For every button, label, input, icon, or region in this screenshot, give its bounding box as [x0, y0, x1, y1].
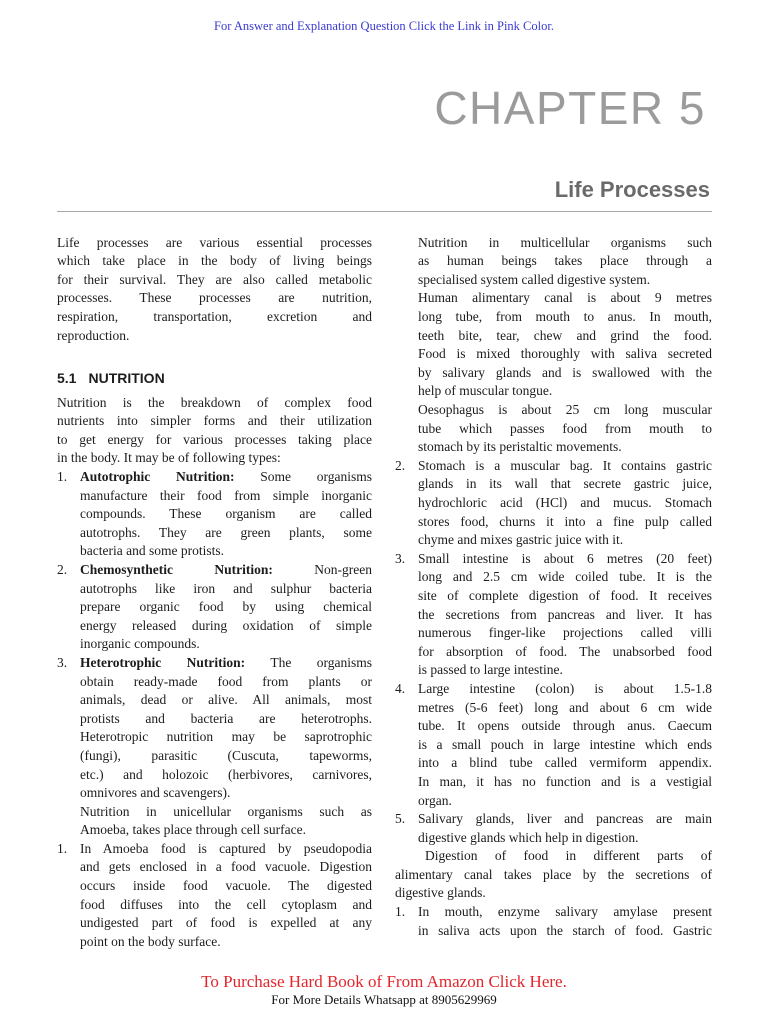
list-number: 4.: [395, 680, 406, 696]
paragraph: [57, 234, 372, 346]
list-number: 2.: [57, 561, 68, 577]
indented-paragraph: [80, 803, 372, 840]
answer-explanation-link[interactable]: For Answer and Explanation Question Click the Link in Pink Color.: [214, 19, 554, 33]
amazon-purchase-link[interactable]: To Purchase Hard Book of From Amazon Click Here.: [201, 972, 567, 991]
section-title: NUTRITION: [88, 369, 165, 386]
list-number: 5.: [395, 811, 406, 827]
text-line: autotrophs. They are green plants, some: [80, 524, 372, 540]
text-line: digestive glands which help in digestion.: [418, 829, 639, 845]
right-column: [395, 234, 712, 941]
text-line: Heterotropic nutrition may be saprotrophic: [80, 729, 372, 745]
list-number: 1.: [395, 904, 406, 920]
text-line: chyme and mixes gastric juice with it.: [418, 532, 624, 548]
text-line: organ.: [418, 792, 452, 808]
text-line: Small intestine is about 6 metres (20 feet): [418, 550, 712, 566]
text-line: by salivary glands and is swallowed with the: [418, 364, 712, 380]
text-line: inorganic compounds.: [80, 636, 200, 652]
text-line: teeth bite, tear, chew and grind the food.: [418, 327, 712, 343]
text-line: [80, 468, 372, 487]
text-line: protists and bacteria are heterotrophs.: [80, 710, 372, 726]
text-line: autotrophs like iron and sulphur bacteria: [80, 580, 372, 596]
text-line: tube. It opens outside through anus. Caecum: [418, 718, 712, 734]
text-line: manufacture their food from simple inorganic: [80, 487, 372, 503]
text-line: is a small pouch in large intestine which ends: [418, 736, 712, 752]
text-line: which take place in the body of living beings: [57, 253, 372, 269]
text-line: specialised system called digestive system.: [418, 271, 651, 287]
text-line: Nutrition is the breakdown of complex food: [57, 394, 372, 410]
text-line: for their survival. They are also called metabolic: [57, 271, 372, 287]
text-line: Life processes are various essential processes: [57, 234, 372, 250]
text-line: Oesophagus is about 25 cm long muscular: [418, 402, 712, 418]
text-line: in the body. It may be of following types:: [57, 450, 281, 466]
text-line: bacteria and some protists.: [80, 543, 224, 559]
text-line: reproduction.: [57, 327, 130, 343]
indented-paragraph: [418, 289, 712, 401]
paragraph: [395, 847, 712, 903]
text-line: Salivary glands, liver and pancreas are main: [418, 811, 712, 827]
text-line: processes. These processes are nutrition,: [57, 290, 372, 306]
item-text: The organisms: [270, 654, 372, 670]
text-line: Food is mixed thoroughly with saliva secreted: [418, 346, 712, 362]
title-divider: [57, 211, 712, 212]
list-item: [57, 654, 372, 803]
list-number: 2.: [395, 457, 406, 473]
item-label: Autotrophic Nutrition:: [80, 469, 235, 484]
chapter-title: CHAPTER 5: [434, 82, 706, 134]
text-line: Nutrition in multicellular organisms such: [418, 234, 712, 250]
whatsapp-contact: For More Details Whatsapp at 8905629969: [271, 992, 497, 1007]
text-line: obtain ready-made food from plants or: [80, 673, 372, 689]
text-line: etc.) and holozoic (herbivores, carnivores,: [80, 766, 372, 782]
left-column: [57, 234, 372, 952]
text-line: for absorption of food. The unabsorbed food: [418, 643, 712, 659]
text-line: tube which passes food from mouth to: [418, 420, 712, 436]
item-text: Non-green: [314, 561, 372, 577]
text-line: undigested part of food is expelled at any: [80, 915, 372, 931]
text-line: and gets enclosed in a food vacuole. Digestion: [80, 859, 372, 875]
text-line: In mouth, enzyme salivary amylase present: [418, 904, 712, 920]
item-text: Some organisms: [260, 469, 372, 484]
text-line: alimentary canal takes place by the secretions of: [395, 866, 712, 882]
list-item: [395, 680, 712, 810]
list-item: [395, 457, 712, 550]
item-label: Heterotrophic Nutrition:: [80, 654, 246, 670]
text-line: hydrochloric acid (HCl) and mucus. Stomach: [418, 495, 712, 510]
text-line: energy released during oxidation of simple: [80, 617, 372, 633]
section-heading: [57, 369, 372, 388]
text-line: the secretions from pancreas and liver. It has: [418, 606, 712, 622]
text-line: help of muscular tongue.: [418, 383, 553, 399]
list-number: 3.: [395, 550, 406, 566]
text-line: In Amoeba food is captured by pseudopodia: [80, 840, 372, 856]
section-number: 5.1: [57, 369, 77, 386]
text-line: site of complete digestion of food. It receives: [418, 587, 712, 603]
text-line: numerous finger-like projections called villi: [418, 625, 712, 641]
text-line: long tube, from mouth to anus. In mouth,: [418, 309, 712, 325]
text-line: nutrients into simpler forms and their utilization: [57, 413, 372, 429]
list-item: [57, 561, 372, 654]
text-line: into a blind tube called vermiform appendix.: [418, 755, 712, 771]
list-item: [395, 903, 712, 940]
list-item: [57, 468, 372, 561]
text-line: glands in its wall that secrete gastric juice,: [418, 476, 712, 492]
text-line: to get energy for various processes taking place: [57, 431, 372, 447]
text-line: Nutrition in unicellular organisms such as: [80, 803, 372, 819]
text-line: Large intestine (colon) is about 1.5-1.8: [418, 680, 712, 696]
text-line: (fungi), parasitic (Cuscuta, tapeworms,: [80, 747, 372, 763]
list-item: [57, 840, 372, 952]
text-line: occurs inside food vacuole. The digested: [80, 878, 372, 894]
text-line: In man, it has no function and is a vestigial: [418, 773, 712, 789]
text-line: stores food, churns it into a fine pulp called: [418, 513, 712, 529]
text-line: digestive glands.: [395, 885, 486, 901]
text-line: point on the body surface.: [80, 933, 221, 949]
list-item: [395, 550, 712, 680]
text-line: animals, dead or alive. All animals, most: [80, 692, 372, 708]
indented-paragraph: [418, 401, 712, 457]
text-line: prepare organic food by using chemical: [80, 599, 372, 615]
list-number: 3.: [57, 654, 68, 670]
text-line: stomach by its peristaltic movements.: [418, 439, 622, 455]
text-line: long and 2.5 cm wide coiled tube. It is the: [418, 569, 712, 585]
chapter-subtitle: Life Processes: [554, 177, 710, 202]
item-label: Chemosynthetic Nutrition:: [80, 561, 273, 577]
list-number: 1.: [57, 840, 68, 856]
text-line: food diffuses into the cell cytoplasm and: [80, 896, 372, 912]
text-line: Amoeba, takes place through cell surface.: [80, 822, 307, 838]
text-line: Digestion of food in different parts of: [425, 848, 712, 864]
text-line: as human beings takes place through a: [418, 253, 712, 269]
text-line: Human alimentary canal is about 9 metres: [418, 290, 712, 306]
text-line: [80, 561, 372, 580]
text-line: respiration, transportation, excretion and: [57, 309, 372, 325]
text-line: compounds. These organism are called: [80, 506, 372, 522]
list-number: 1.: [57, 469, 68, 484]
paragraph: [57, 394, 372, 468]
indented-paragraph: [418, 234, 712, 290]
text-line: Stomach is a muscular bag. It contains gastric: [418, 457, 712, 473]
text-line: omnivores and scavengers).: [80, 785, 231, 801]
text-line: metres (5-6 feet) long and about 6 cm wide: [418, 699, 712, 715]
list-item: [395, 810, 712, 847]
text-line: is passed to large intestine.: [418, 662, 563, 678]
text-line: [80, 654, 372, 673]
text-line: in saliva acts upon the starch of food. Gastric: [418, 922, 712, 938]
